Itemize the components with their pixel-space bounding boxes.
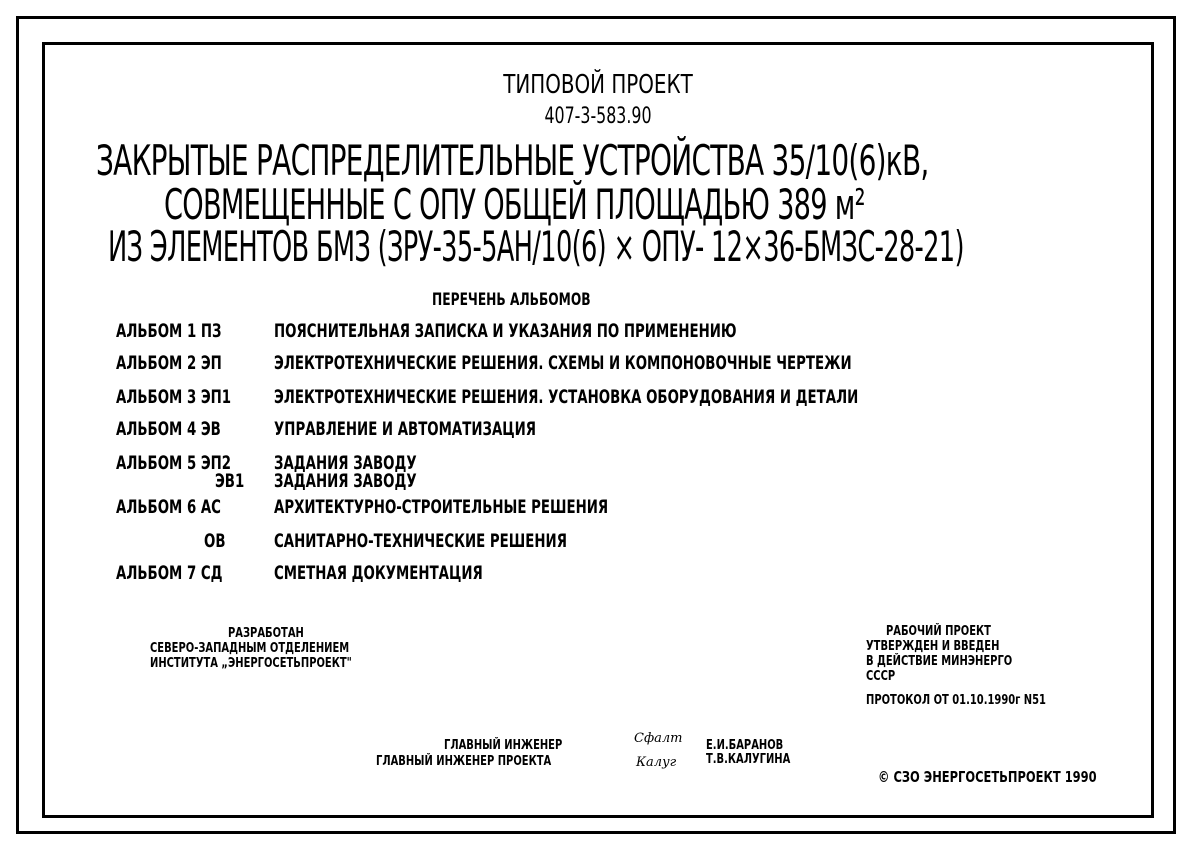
title-line-2: СОВМЕЩЕННЫЕ С ОПУ ОБЩЕЙ ПЛОЩАДЬЮ 389 м² [164, 180, 865, 229]
copyright: © СЗО ЭНЕРГОСЕТЬПРОЕКТ 1990 [878, 768, 1097, 786]
album-desc: ПОЯСНИТЕЛЬНАЯ ЗАПИСКА И УКАЗАНИЯ ПО ПРИМЕНЕНИЮ [274, 320, 737, 342]
album-desc: ЭЛЕКТРОТЕХНИЧЕСКИЕ РЕШЕНИЯ. СХЕМЫ И КОМПОНОВОЧНЫЕ ЧЕРТЕЖИ [274, 352, 852, 374]
album-code: АЛЬБОМ 7 СД [116, 562, 223, 584]
approval-line-4: СССР [866, 669, 896, 684]
album-code: АЛЬБОМ 1 ПЗ [116, 320, 222, 342]
album-code: ОВ [204, 530, 226, 552]
album-code: АЛЬБОМ 4 ЭВ [116, 418, 221, 440]
album-code: АЛЬБОМ 2 ЭП [116, 352, 222, 374]
role-chief-engineer: ГЛАВНЫЙ ИНЖЕНЕР [444, 738, 563, 753]
approval-line-2: УТВЕРЖДЕН И ВВЕДЕН [866, 639, 1000, 654]
title-line-3: ИЗ ЭЛЕМЕНТОВ БМЗ (ЗРУ-35-5АН/10(6) × ОПУ- 12×36-БМЗС-28-21) [108, 222, 964, 271]
developer-institute: ИНСТИТУТА „ЭНЕРГОСЕТЬПРОЕКТ" [150, 656, 352, 671]
album-desc: СМЕТНАЯ ДОКУМЕНТАЦИЯ [274, 562, 483, 584]
role-chief-project-engineer: ГЛАВНЫЙ ИНЖЕНЕР ПРОЕКТА [376, 754, 552, 769]
album-code: ЭВ1 [215, 470, 245, 492]
developer-heading: РАЗРАБОТАН [228, 626, 304, 641]
album-desc: АРХИТЕКТУРНО-СТРОИТЕЛЬНЫЕ РЕШЕНИЯ [274, 496, 609, 518]
album-desc: ЭЛЕКТРОТЕХНИЧЕСКИЕ РЕШЕНИЯ. УСТАНОВКА ОБОРУДОВАНИЯ И ДЕТАЛИ [274, 386, 859, 408]
signature-2: Калуг [636, 755, 677, 770]
project-number: 407-3-583.90 [544, 104, 652, 129]
albums-heading: ПЕРЕЧЕНЬ АЛЬБОМОВ [432, 290, 591, 310]
album-desc: ЗАДАНИЯ ЗАВОДУ [274, 470, 417, 492]
approval-line-3: В ДЕЙСТВИЕ МИНЭНЕРГО [866, 654, 1013, 669]
name-chief-engineer: Е.И.БАРАНОВ [706, 738, 784, 753]
developer-org: СЕВЕРО-ЗАПАДНЫМ ОТДЕЛЕНИЕМ [150, 641, 350, 656]
project-type-label: ТИПОВОЙ ПРОЕКТ [503, 70, 693, 100]
album-code: АЛЬБОМ 5 ЭП2 [116, 452, 232, 474]
album-desc: ЗАДАНИЯ ЗАВОДУ [274, 452, 417, 474]
album-code: АЛЬБОМ 3 ЭП1 [116, 386, 232, 408]
title-line-1: ЗАКРЫТЫЕ РАСПРЕДЕЛИТЕЛЬНЫЕ УСТРОЙСТВА 35/10(6)кВ, [96, 136, 929, 185]
approval-line-1: РАБОЧИЙ ПРОЕКТ [886, 624, 991, 639]
approval-protocol: ПРОТОКОЛ ОТ 01.10.1990г N51 [866, 693, 1046, 708]
album-desc: УПРАВЛЕНИЕ И АВТОМАТИЗАЦИЯ [274, 418, 537, 440]
album-desc: САНИТАРНО-ТЕХНИЧЕСКИЕ РЕШЕНИЯ [274, 530, 567, 552]
signature-1: Сфалт [634, 731, 683, 746]
album-code: АЛЬБОМ 6 АС [116, 496, 221, 518]
name-chief-project-engineer: Т.В.КАЛУГИНА [706, 752, 791, 767]
